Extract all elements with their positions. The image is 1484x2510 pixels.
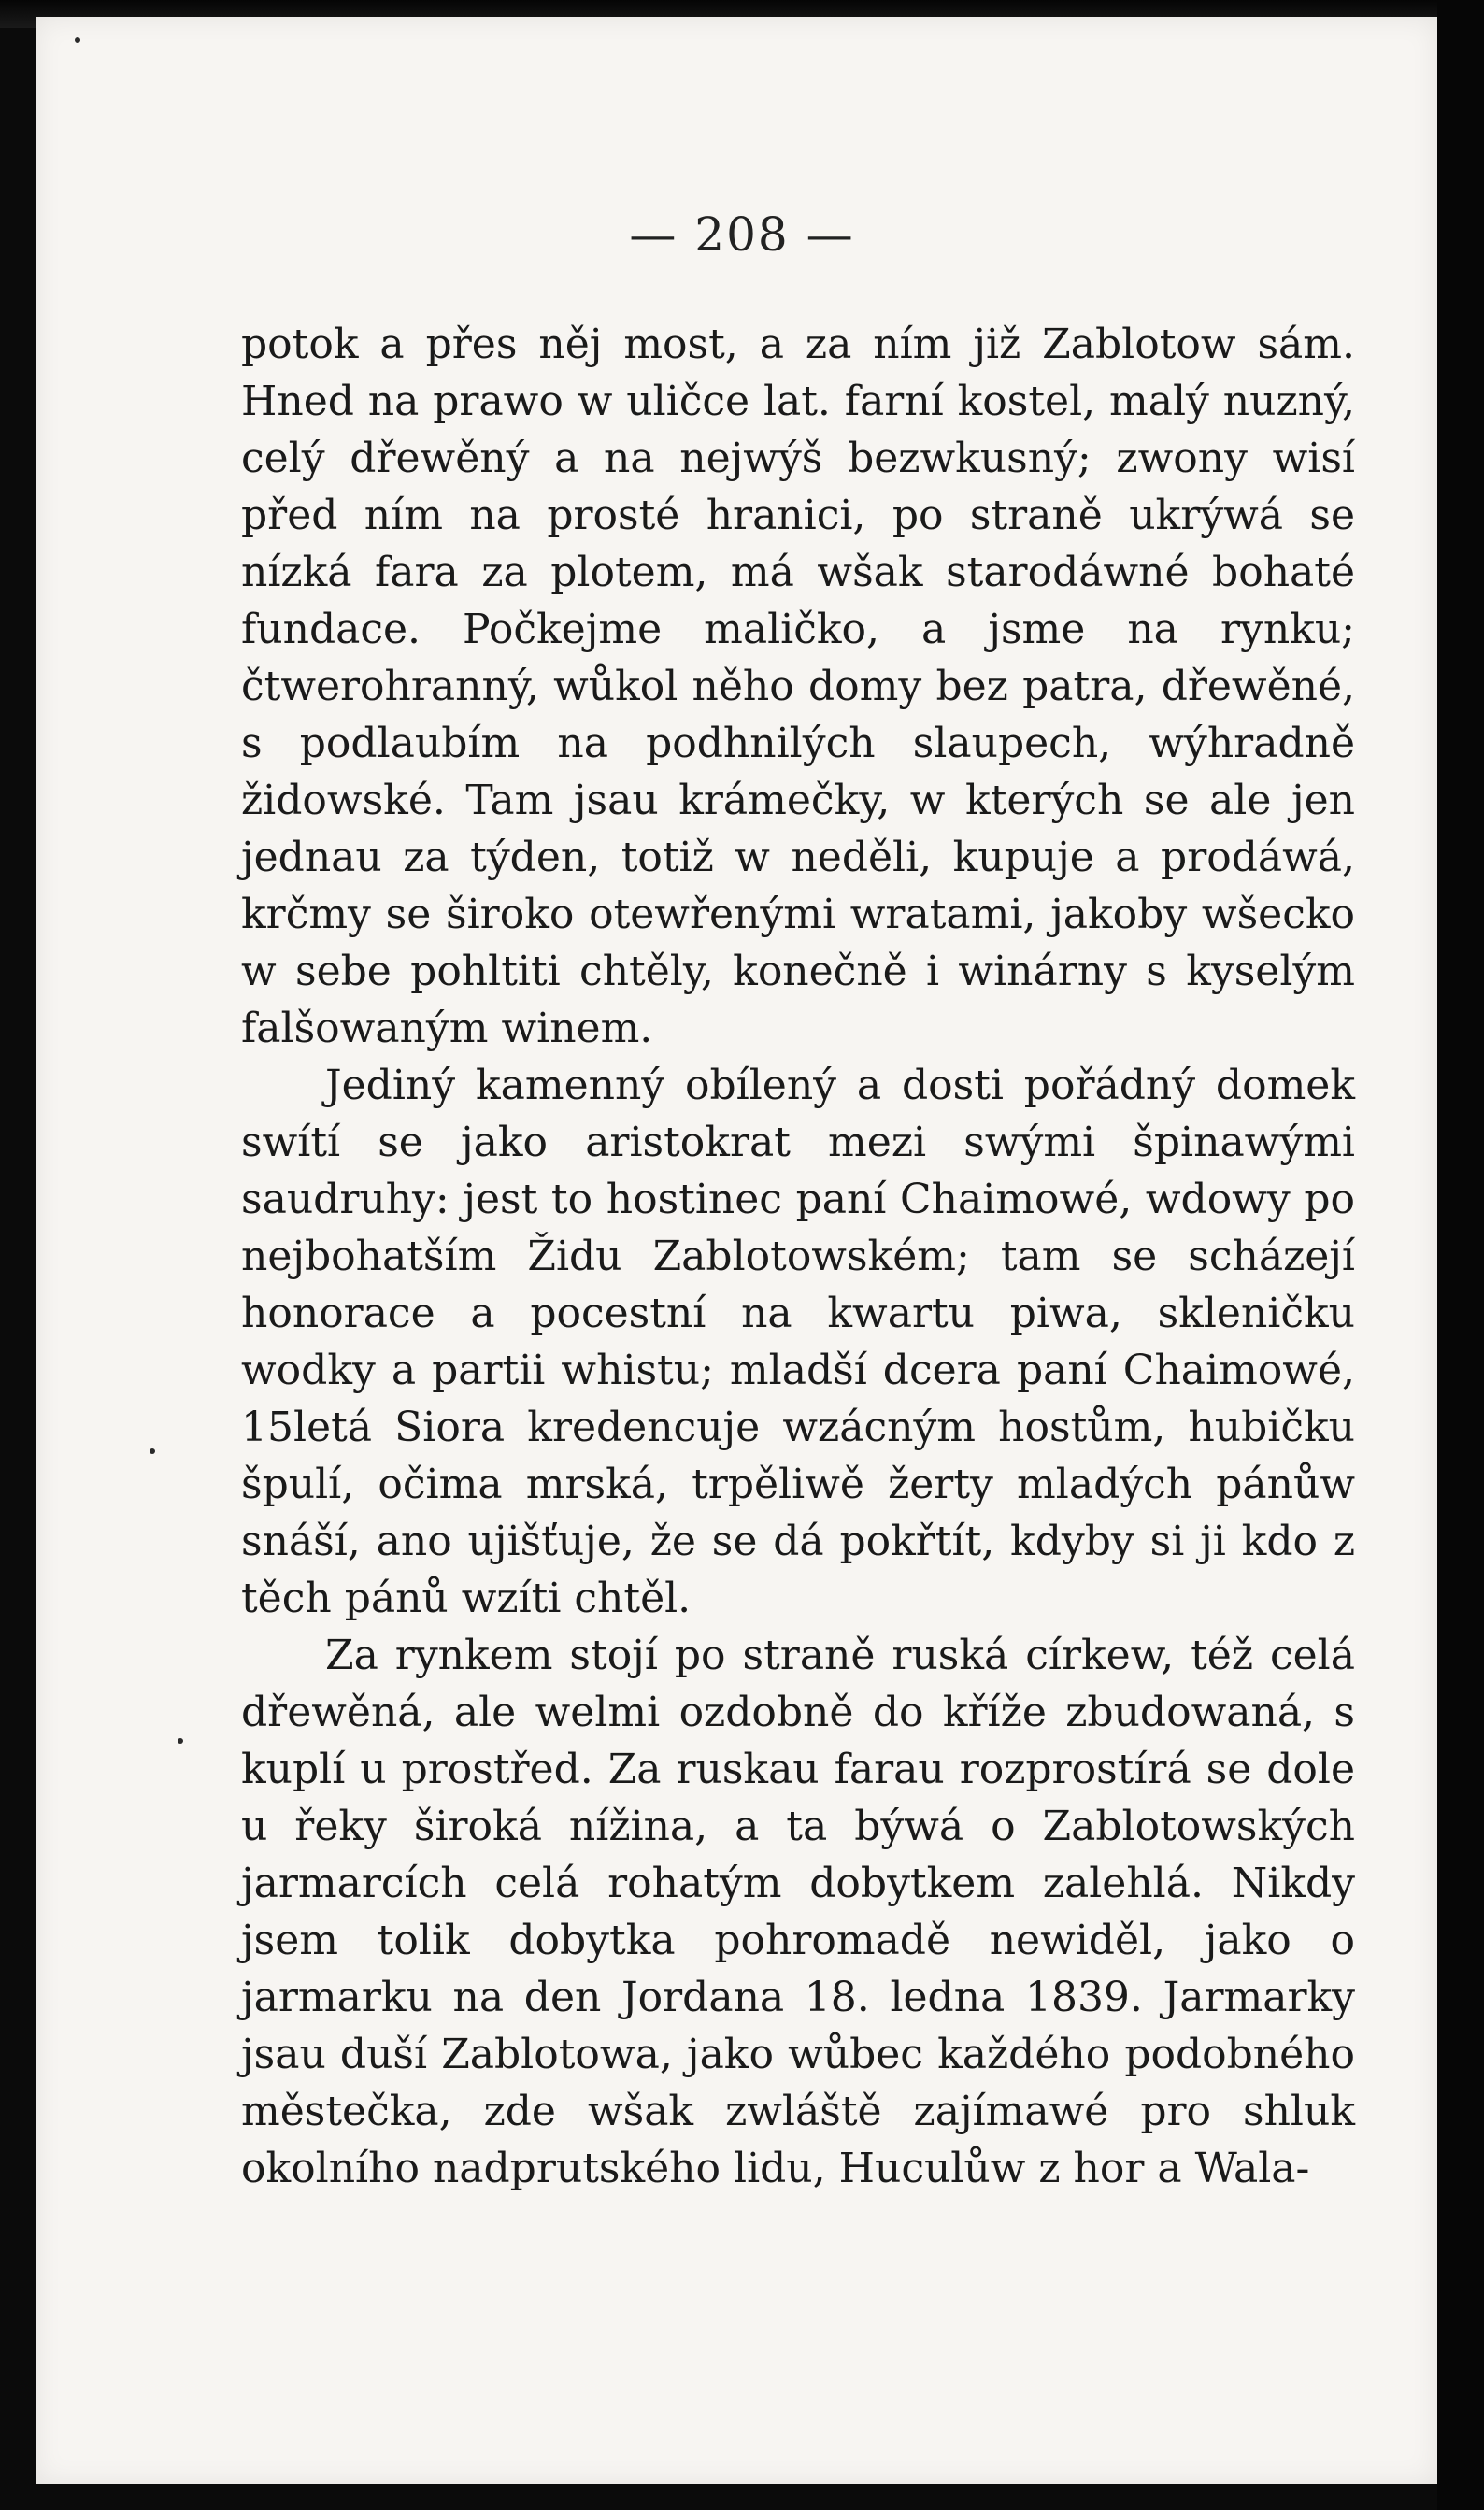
scan-speck [178, 1738, 183, 1744]
paragraph-1: potok a přes něj most, a za ním již Zablotow sám. Hned na prawo w uličce lat. farní kostel, malý nuzný, celý dřewěný a na nejwýš bezwkusný; zwony wisí před ním na prosté hranici, po straně ukrýwá se nízká fara za plotem, má wšak starodáwné bohaté fundace. Počkejme maličko, a jsme na rynku; čtwerohranný, wůkol něho domy bez patra, dřewěné, s podlaubím na podhnilých slaupech, wýhradně židowské. Tam jsau krámečky, w kterých se ale jen jednau za týden, totiž w neděli, kupuje a prodáwá, krčmy se široko otewřenými wratami, jakoby wšecko w sebe pohltiti chtěly, konečně i winárny s kyselým falšowaným winem. [241, 321, 1355, 1052]
scan-speck [150, 1448, 155, 1454]
body-text [241, 316, 1355, 2197]
scan-border-right [1437, 0, 1484, 2510]
scan-speck [75, 37, 80, 43]
page-number: — 208 — [629, 207, 855, 262]
paragraph-2: Jediný kamenný obílený a dosti pořádný domek swítí se jako aristokrat mezi swými špinawými saudruhy: jest to hostinec paní Chaimowé, wdowy po nejbohatším Židu Zablotowském; tam se scházejí honorace a pocestní na kwartu piwa, skleničku wodky a partii whistu; mladší dcera paní Chaimowé, 15letá Siora kredencuje wzácným hostům, hubičku špulí, očima mrská, trpěliwě žerty mladých pánůw snáší, ano ujišťuje, že se dá pokřtít, kdyby si ji kdo z těch pánů wzíti chtěl. [241, 1062, 1355, 1622]
paragraph-3: Za rynkem stojí po straně ruská církew, též celá dřewěná, ale welmi ozdobně do kříže zbudowaná, s kuplí u prostřed. Za ruskau farau rozprostírá se dole u řeky široká nížina, a ta býwá o Zablotowských jarmarcích celá rohatým dobytkem zalehlá. Nikdy jsem tolik dobytka pohromadě newiděl, jako o jarmarku na den Jordana 18. ledna 1839. Jarmarky jsau duší Zablotowa, jako wůbec každého podobného městečka, zde wšak zwláště zajímawé pro shluk okolního nadprutského lidu, Huculůw z hor a Wala- [241, 1632, 1355, 2192]
